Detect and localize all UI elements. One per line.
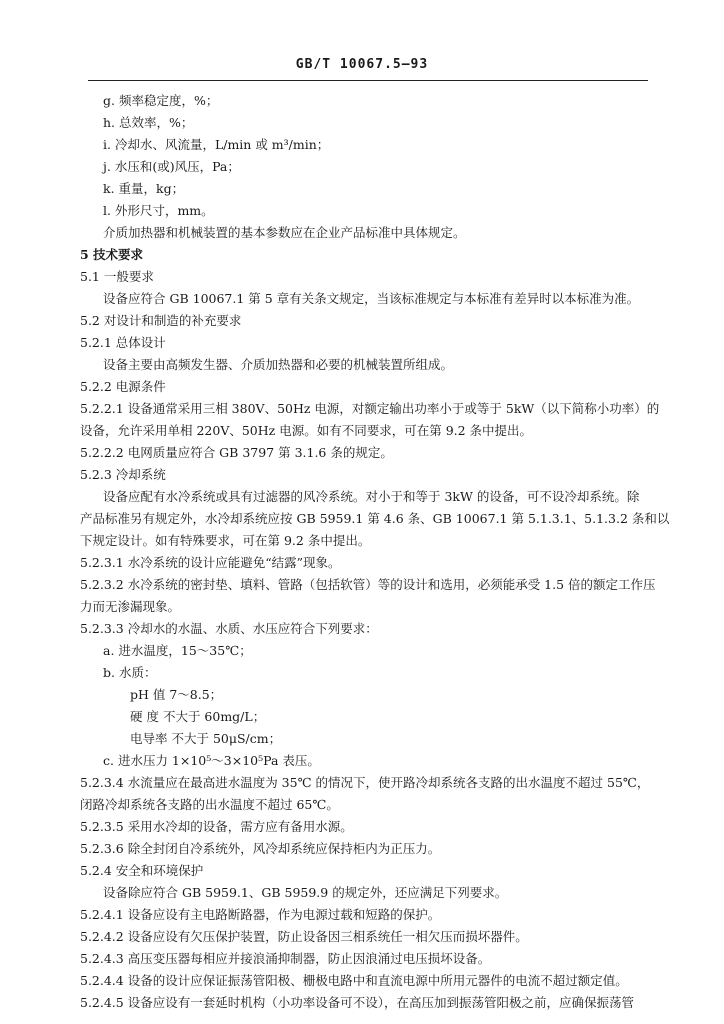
text-line: l. 外形尺寸，mm。 [103,203,214,218]
text-line: 设备主要由高频发生器、介质加热器和必要的机械装置所组成。 [103,357,454,372]
text-line: k. 重量，kg； [103,181,185,196]
text-line: 5.2.3 冷却系统 [80,467,166,482]
text-line: 下规定设计。如有特殊要求，可在第 9.2 条中提出。 [80,533,371,548]
text-line: 5.2.4.5 设备应设有一套延时机构（小功率设备可不设），在高压加到振荡管阳极之前，应确保振荡管 [80,995,634,1010]
text-line: 5.2.3.6 除全封闭自冷系统外，风冷却系统应保持柜内为正压力。 [80,841,441,856]
text-line: pH 值 7～8.5； [130,687,223,702]
text-line: 硬 度 不大于 60mg/L； [130,709,266,724]
text-line: 5.2.4 安全和环境保护 [80,863,204,878]
text-line: 5.2.2.1 设备通常采用三相 380V、50Hz 电源，对额定输出功率小于或等于 5kW（以下简称小功率）的 [80,401,660,416]
text-line: 设备，允许采用单相 220V、50Hz 电源。如有不同要求，可在第 9.2 条中提出。 [80,423,533,438]
text-line: 5.2.1 总体设计 [80,335,166,350]
text-line: 5.2.3.3 冷却水的水温、水质、水压应符合下列要求： [80,621,378,636]
text-line: c. 进水压力 1×10⁵～3×10⁵Pa 表压。 [103,753,320,768]
text-line: i. 冷却水、风流量，L/min 或 m³/min； [103,137,330,152]
text-line: 设备应配有水冷系统或具有过滤器的风冷系统。对小于和等于 3kW 的设备，可不设冷却系统。除 [103,489,640,504]
text-line: 5.2.3.2 水冷系统的密封垫、填料、管路（包括软管）等的设计和选用，必须能承受 1.5 倍的额定工作压 [80,577,656,592]
text-line: 5.2.4.3 高压变压器每相应并接浪涌抑制器，防止因浪涌过电压损坏设备。 [80,951,491,966]
text-line: 5 技术要求 [80,247,144,262]
text-line: 5.2.2 电源条件 [80,379,166,394]
page-header: GB/T 10067.5—93 [295,57,429,72]
text-line: b. 水质： [103,665,157,680]
text-line: 5.2.4.1 设备应设有主电路断路器，作为电源过载和短路的保护。 [80,907,441,922]
text-line: 电导率 不大于 50μS/cm； [130,731,282,746]
text-line: h. 总效率，%； [103,115,194,130]
text-line: 力而无渗漏现象。 [80,599,181,614]
text-line: 闭路冷却系统各支路的出水温度不超过 65℃。 [80,797,339,812]
text-line: 设备除应符合 GB 5959.1、GB 5959.9 的规定外，还应满足下列要求。 [103,885,508,900]
text-line: 5.2.3.5 采用水冷却的设备，需方应有备用水源。 [80,819,353,834]
text-line: 5.1 一般要求 [80,269,154,284]
text-line: j. 水压和(或)风压，Pa； [103,159,240,174]
text-line: 5.2.3.1 水冷系统的设计应能避免“结露”现象。 [80,555,341,570]
text-line: 5.2.3.4 水流量应在最高进水温度为 35℃ 的情况下，使开路冷却系统各支路的出水温度不超过 55℃， [80,775,650,790]
text-line: 介质加热器和机械装置的基本参数应在企业产品标准中具体规定。 [103,225,466,240]
text-line: 5.2.4.4 设备的设计应保证振荡管阳极、栅极电路中和直流电源中所用元器件的电流不超过额定值。 [80,973,628,988]
text-line: 5.2.4.2 设备应设有欠压保护装置，防止设备因三相系统任一相欠压而损坏器件。 [80,929,528,944]
text-line: 产品标准另有规定外，水冷却系统应按 GB 5959.1 第 4.6 条、GB 10067.1 第 5.1.3.1、5.1.3.2 条和以 [80,511,670,526]
text-line: 5.2.2.2 电网质量应符合 GB 3797 第 3.1.6 条的规定。 [80,445,393,460]
text-line: g. 频率稳定度，%； [103,93,219,108]
header-rule [88,80,648,81]
text-line: 设备应符合 GB 10067.1 第 5 章有关条文规定，当该标准规定与本标准有差异时以本标准为准。 [103,291,640,306]
text-line: 5.2 对设计和制造的补充要求 [80,313,242,328]
text-line: a. 进水温度，15～35℃； [103,643,252,658]
